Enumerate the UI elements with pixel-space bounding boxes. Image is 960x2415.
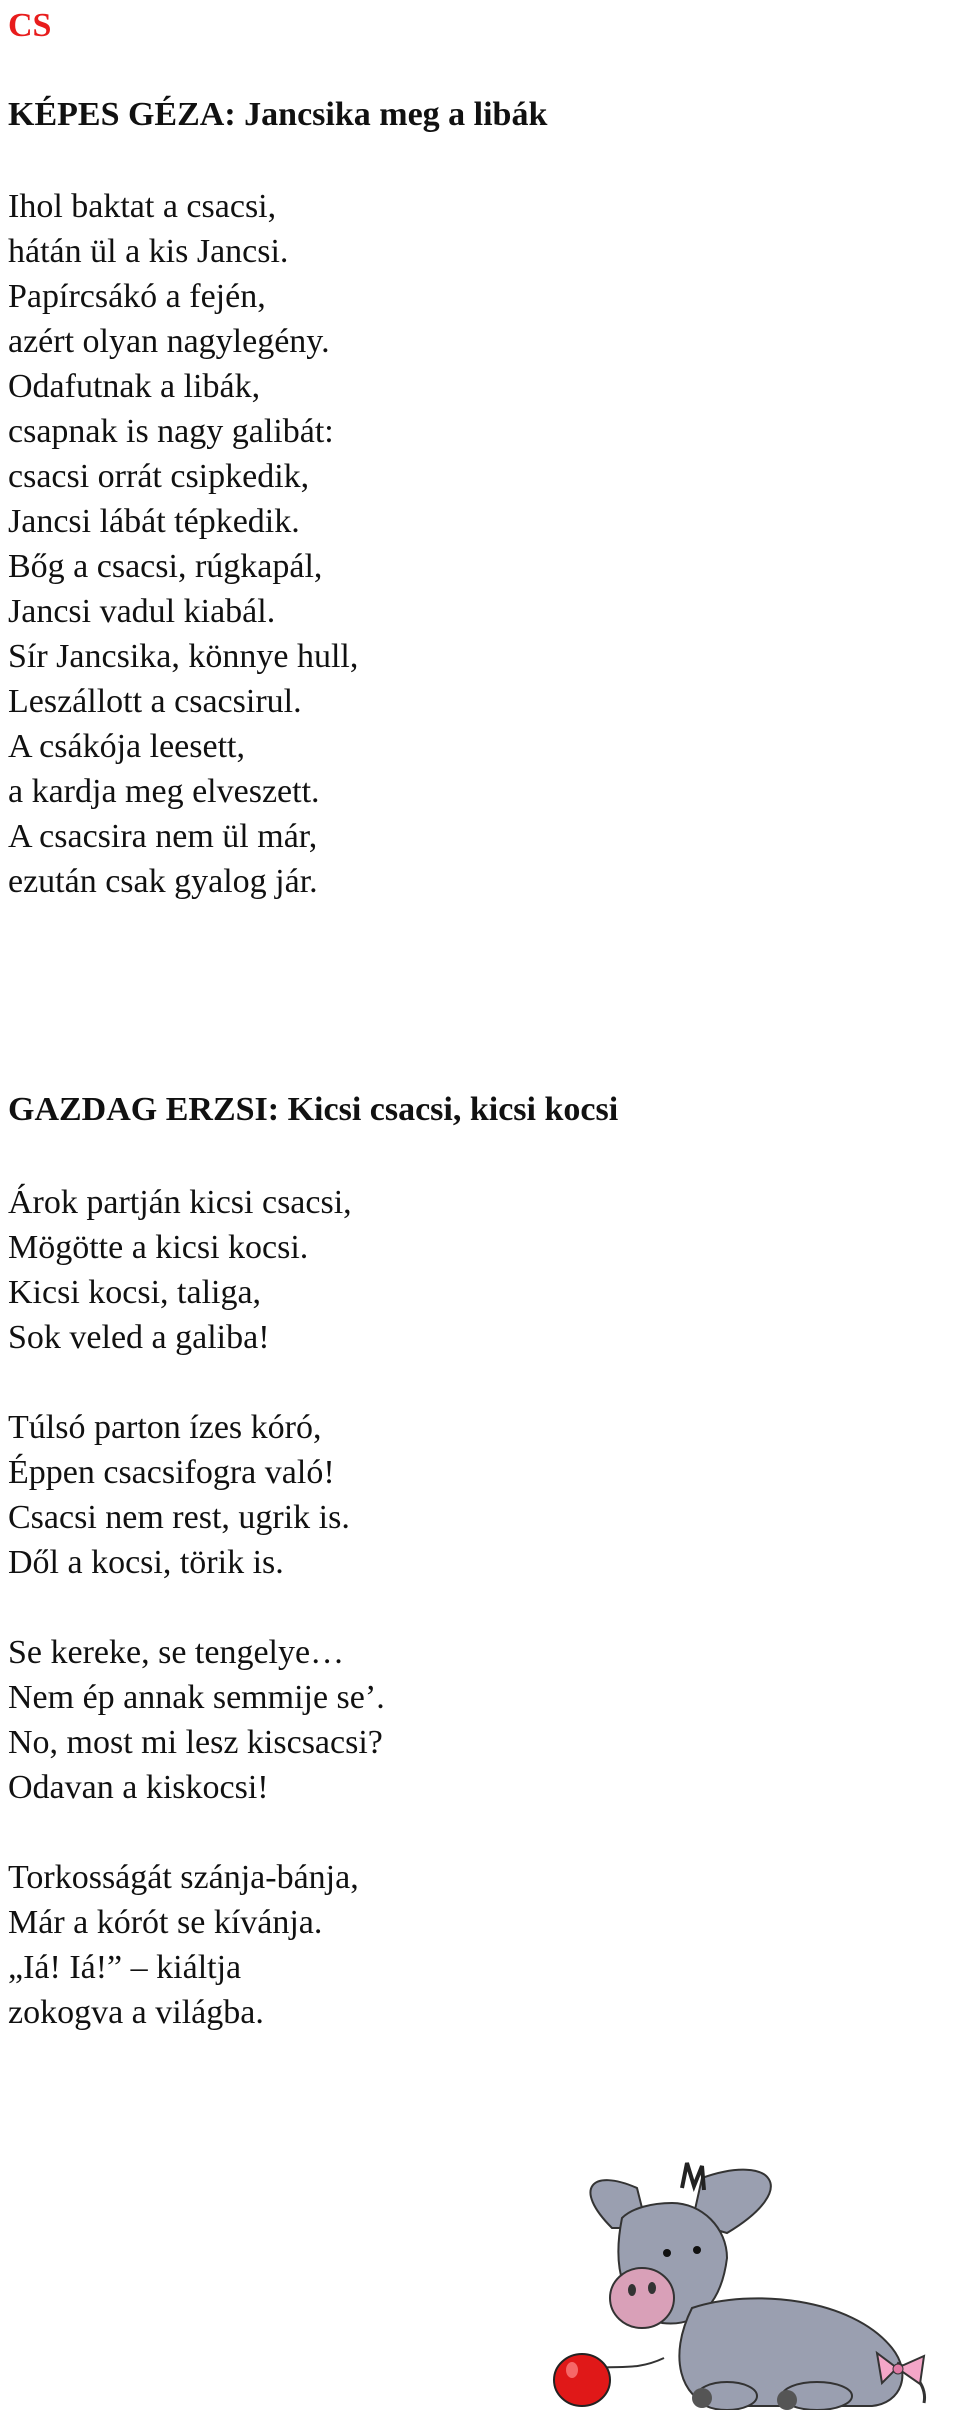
poem-line: azért olyan nagylegény.: [8, 323, 330, 360]
poem-line: a kardja meg elveszett.: [8, 773, 320, 810]
stanza-break: [8, 1810, 385, 1855]
poem-line: Csacsi nem rest, ugrik is.: [8, 1499, 350, 1536]
poem-line: csacsi orrát csipkedik,: [8, 458, 310, 495]
donkey-with-balloon-icon: [552, 2158, 952, 2410]
stanza-break: [8, 1360, 385, 1405]
poem-line: ezután csak gyalog jár.: [8, 863, 318, 900]
poem-line: Éppen csacsifogra való!: [8, 1454, 335, 1491]
poem-line: Kicsi kocsi, taliga,: [8, 1274, 262, 1311]
poem-line: Ihol baktat a csacsi,: [8, 188, 277, 225]
poem-line: Se kereke, se tengelye…: [8, 1634, 345, 1671]
poem-line: Jancsi lábát tépkedik.: [8, 503, 300, 540]
poem-line: A csákója leesett,: [8, 728, 245, 765]
poem-line: Papírcsákó a fején,: [8, 278, 266, 315]
poem-line: A csacsira nem ül már,: [8, 818, 318, 855]
poem-line: csapnak is nagy galibát:: [8, 413, 334, 450]
poem-line: „Iá! Iá!” – kiáltja: [8, 1949, 242, 1986]
poem-line: Torkosságát szánja-bánja,: [8, 1859, 359, 1896]
poem-line: Már a kórót se kívánja.: [8, 1904, 323, 1941]
poem-1-body: [8, 184, 358, 904]
poem-line: zokogva a világba.: [8, 1994, 264, 2031]
poem-line: Odafutnak a libák,: [8, 368, 261, 405]
poem-line: Árok partján kicsi csacsi,: [8, 1184, 352, 1221]
poem-1-title: KÉPES GÉZA: Jancsika meg a libák: [8, 96, 548, 133]
poem-2-title: GAZDAG ERZSI: Kicsi csacsi, kicsi kocsi: [8, 1091, 619, 1128]
header-mark: CS: [8, 7, 52, 44]
poem-line: Mögötte a kicsi kocsi.: [8, 1229, 309, 1266]
balloon: [554, 2354, 610, 2406]
poem-line: Nem ép annak semmije se’.: [8, 1679, 385, 1716]
poem-line: Sír Jancsika, könnye hull,: [8, 638, 359, 675]
poem-line: Odavan a kiskocsi!: [8, 1769, 269, 1806]
poem-line: Bőg a csacsi, rúgkapál,: [8, 548, 323, 585]
poem-line: hátán ül a kis Jancsi.: [8, 233, 289, 270]
poem-line: No, most mi lesz kiscsacsi?: [8, 1724, 383, 1761]
donkey-muzzle: [610, 2268, 674, 2328]
poem-line: Túlsó parton ízes kóró,: [8, 1409, 322, 1446]
stanza-break: [8, 1585, 385, 1630]
poem-line: Dől a kocsi, törik is.: [8, 1544, 284, 1581]
poem-line: Jancsi vadul kiabál.: [8, 593, 276, 630]
poem-2-body: [8, 1180, 385, 2035]
poem-line: Leszállott a csacsirul.: [8, 683, 302, 720]
poem-line: Sok veled a galiba!: [8, 1319, 270, 1356]
